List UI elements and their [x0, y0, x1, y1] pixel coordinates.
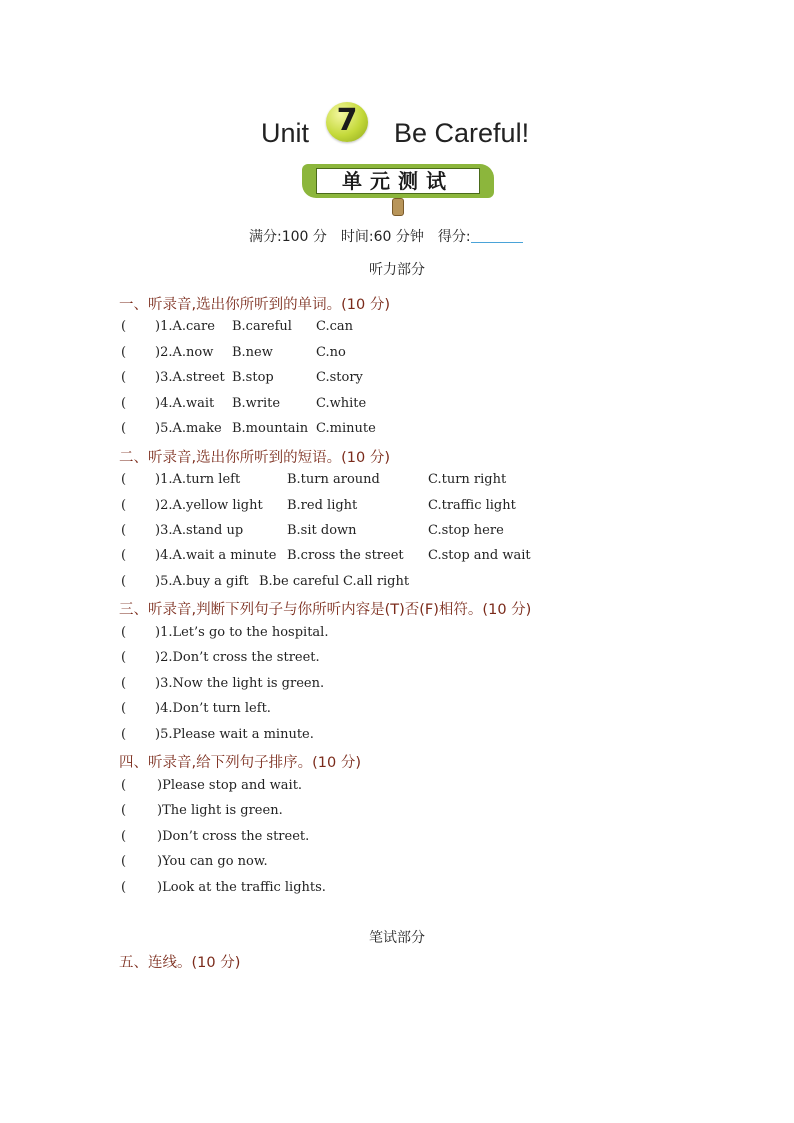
listening-part-title: 听力部分: [369, 262, 425, 278]
time-limit: 时间:60 分钟: [340, 229, 424, 245]
unit-number-badge: [326, 102, 368, 142]
banner-inner: [316, 168, 480, 194]
score-blank[interactable]: [471, 228, 523, 243]
test-banner: [302, 162, 494, 202]
unit-label: Unit: [261, 118, 310, 148]
section-2-title: 二、听录音,选出你所听到的短语。(10 分): [119, 450, 390, 466]
banner-label: 单元测试: [342, 169, 454, 193]
section-3-title: 三、听录音,判断下列句子与你所听内容是(T)否(F)相符。(10 分): [119, 602, 532, 618]
unit-heading: Be Careful!: [394, 118, 530, 148]
full-marks: 满分:100 分: [249, 229, 327, 245]
section-5-title: 五、连线。(10 分): [119, 955, 241, 971]
section-1-title: 一、听录音,选出你所听到的单词。(10 分): [119, 297, 390, 313]
banner-tag-icon: [392, 198, 404, 216]
score-line: [249, 226, 523, 246]
unit-title: [0, 100, 794, 160]
writing-part-title: 笔试部分: [369, 930, 425, 946]
section-4-title: 四、听录音,给下列句子排序。(10 分): [119, 755, 361, 771]
unit-number: 7: [336, 103, 358, 138]
score-label: 得分:: [437, 229, 471, 245]
